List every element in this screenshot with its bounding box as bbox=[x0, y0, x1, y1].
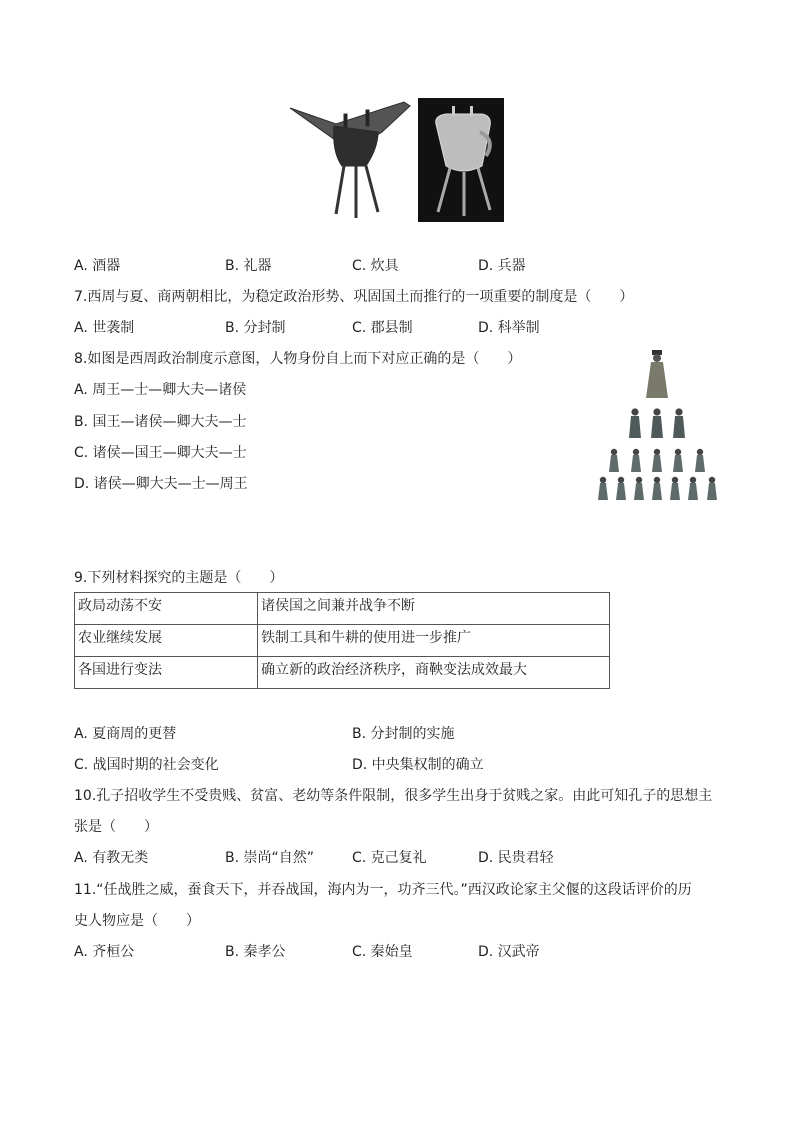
q6-option-d[interactable]: D. 兵器 bbox=[478, 258, 526, 274]
q9-material-table bbox=[74, 592, 610, 689]
q11-option-b[interactable]: B. 秦孝公 bbox=[225, 944, 286, 960]
q9-option-b[interactable]: B. 分封制的实施 bbox=[352, 726, 455, 742]
q8-option-b[interactable]: B. 国王—诸侯—卿大夫—士 bbox=[74, 414, 247, 430]
q8-stem: 8.如图是西周政治制度示意图，人物身份自上而下对应正确的是（ ） bbox=[74, 351, 522, 367]
q10-stem-line1: 10.孔子招收学生不受贵贱、贫富、老幼等条件限制，很多学生出身于贫贱之家。由此可知孔子的思想主 bbox=[74, 788, 713, 804]
table-cell: 各国进行变法 bbox=[75, 657, 258, 689]
q11-stem-line1: 11.“任战胜之威，蚕食天下，并吞战国，海内为一，功齐三代。”西汉政论家主父偃的这段话评价的历 bbox=[74, 882, 692, 898]
table-row bbox=[75, 625, 610, 657]
q6-option-c[interactable]: C. 炊具 bbox=[352, 258, 399, 274]
table-row bbox=[75, 593, 610, 625]
table-cell: 确立新的政治经济秩序，商鞅变法成效最大 bbox=[258, 657, 610, 689]
q10-option-a[interactable]: A. 有教无类 bbox=[74, 850, 149, 866]
table-row bbox=[75, 657, 610, 689]
bronze-jue-image bbox=[286, 96, 506, 224]
q9-option-d[interactable]: D. 中央集权制的确立 bbox=[352, 757, 484, 773]
table-cell: 农业继续发展 bbox=[75, 625, 258, 657]
q9-option-c[interactable]: C. 战国时期的社会变化 bbox=[74, 757, 219, 773]
q10-option-c[interactable]: C. 克己复礼 bbox=[352, 850, 427, 866]
q11-option-c[interactable]: C. 秦始皇 bbox=[352, 944, 413, 960]
q11-stem-line2: 史人物应是（ ） bbox=[74, 913, 200, 929]
q9-stem: 9.下列材料探究的主题是（ ） bbox=[74, 570, 284, 586]
q6-option-b[interactable]: B. 礼器 bbox=[225, 258, 272, 274]
q7-option-d[interactable]: D. 科举制 bbox=[478, 320, 540, 336]
q7-option-b[interactable]: B. 分封制 bbox=[225, 320, 286, 336]
q11-option-d[interactable]: D. 汉武帝 bbox=[478, 944, 540, 960]
q9-option-a[interactable]: A. 夏商周的更替 bbox=[74, 726, 177, 742]
q8-option-a[interactable]: A. 周王—士—卿大夫—诸侯 bbox=[74, 382, 247, 398]
q7-stem: 7.西周与夏、商两朝相比，为稳定政治形势、巩固国土而推行的一项重要的制度是（ ） bbox=[74, 289, 634, 305]
q7-option-c[interactable]: C. 郡县制 bbox=[352, 320, 413, 336]
q10-option-d[interactable]: D. 民贵君轻 bbox=[478, 850, 554, 866]
q11-option-a[interactable]: A. 齐桓公 bbox=[74, 944, 135, 960]
table-cell: 诸侯国之间兼并战争不断 bbox=[258, 593, 610, 625]
table-cell: 铁制工具和牛耕的使用进一步推广 bbox=[258, 625, 610, 657]
q10-option-b[interactable]: B. 崇尚“自然” bbox=[225, 850, 315, 866]
q10-stem-line2: 张是（ ） bbox=[74, 819, 158, 835]
q8-option-c[interactable]: C. 诸侯—国王—卿大夫—士 bbox=[74, 445, 247, 461]
q8-option-d[interactable]: D. 诸侯—卿大夫—士—周王 bbox=[74, 476, 248, 492]
q7-option-a[interactable]: A. 世袭制 bbox=[74, 320, 135, 336]
q6-option-a[interactable]: A. 酒器 bbox=[74, 258, 121, 274]
western-zhou-hierarchy-image bbox=[594, 346, 726, 504]
table-cell: 政局动荡不安 bbox=[75, 593, 258, 625]
